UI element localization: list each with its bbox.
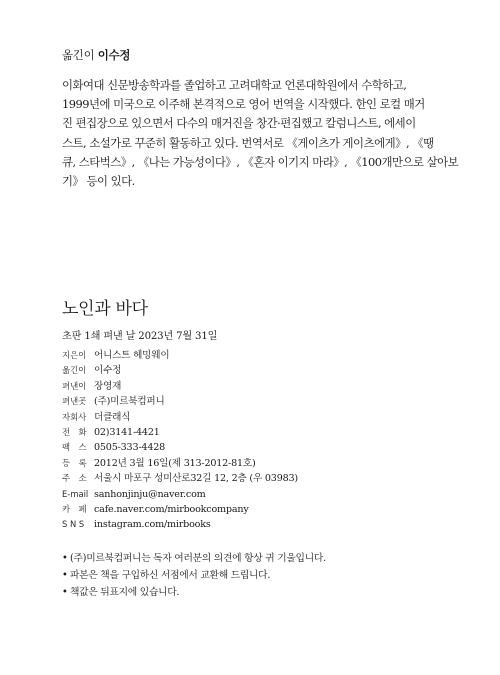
credit-label: 카 페 bbox=[62, 504, 87, 515]
book-title: 노인과 바다 bbox=[62, 299, 148, 319]
credit-label: 자회사 bbox=[62, 411, 87, 422]
notice-item bbox=[62, 585, 326, 602]
edition-info: 초판 1쇄 펴낸 날 2023년 7월 31일 bbox=[62, 331, 218, 342]
bullet-icon: • bbox=[62, 569, 68, 581]
bullet-icon: • bbox=[62, 553, 68, 564]
credit-value: 0505-333-4428 bbox=[94, 442, 166, 454]
translator-heading bbox=[62, 47, 130, 63]
credit-label: 펴낸곳 bbox=[62, 396, 87, 407]
credit-label: 전 화 bbox=[62, 427, 87, 438]
credit-row bbox=[62, 363, 298, 378]
credit-row bbox=[62, 517, 298, 532]
credit-row bbox=[62, 487, 298, 502]
credit-row bbox=[62, 456, 298, 471]
credit-label: S N S bbox=[62, 519, 85, 530]
credit-row bbox=[62, 410, 298, 425]
translator-bio bbox=[62, 76, 459, 191]
notice-list bbox=[62, 551, 326, 601]
notice-item bbox=[62, 551, 326, 568]
notice-text: 파본은 책을 구입하신 서점에서 교환해 드립니다. bbox=[70, 569, 271, 581]
credit-row bbox=[62, 471, 298, 486]
translator-label: 옮긴이 bbox=[62, 48, 95, 62]
bio-line: 이화여대 신문방송학과를 졸업하고 고려대학교 언론대학원에서 수학하고, bbox=[62, 78, 407, 92]
credit-value: 2012년 3월 16일(제 313-2012-81호) bbox=[94, 457, 256, 469]
credit-value: 장영재 bbox=[94, 380, 122, 392]
credit-value: 더클래식 bbox=[94, 411, 131, 423]
credit-row bbox=[62, 425, 298, 440]
notice-item bbox=[62, 568, 326, 585]
credit-label: 펴낸이 bbox=[62, 380, 87, 391]
credit-row bbox=[62, 348, 298, 363]
notice-text: 책값은 뒤표지에 있습니다. bbox=[70, 586, 180, 598]
bio-line: 스트, 소설가로 꾸준히 활동하고 있다. 번역서로 《게이츠가 게이츠에게》, 《땡 bbox=[62, 135, 434, 150]
bio-line: 1999년에 미국으로 이주해 본격적으로 영어 번역을 시작했다. 한인 로컬 매거 bbox=[62, 97, 425, 112]
credit-value: sanhonjinju@naver.com bbox=[94, 488, 206, 500]
credit-label: 지은이 bbox=[62, 350, 87, 360]
bio-line: 기》 등이 있다. bbox=[62, 174, 135, 189]
credit-value: (주)미르북컴퍼니 bbox=[94, 396, 165, 408]
credit-label: 등 록 bbox=[62, 457, 87, 468]
notice-text: (주)미르북컴퍼니는 독자 여러분의 의견에 항상 귀 기울입니다. bbox=[70, 553, 326, 564]
credits-list bbox=[62, 348, 298, 533]
credit-row bbox=[62, 394, 298, 409]
bio-line: 큐, 스타벅스》, 《나는 가능성이다》, 《혼자 이기지 마라》, 《100개만으로 살아보 bbox=[62, 154, 459, 169]
credit-label: 주 소 bbox=[62, 473, 87, 484]
credit-label: 옮긴이 bbox=[62, 365, 87, 376]
translator-name: 이수정 bbox=[97, 48, 131, 62]
credit-value: 이수정 bbox=[94, 365, 122, 377]
credit-row bbox=[62, 440, 298, 455]
credit-value: 서울시 마포구 성미산로32길 12, 2층 (우 03983) bbox=[94, 473, 298, 485]
credit-value: 어니스트 헤밍웨이 bbox=[94, 350, 170, 361]
bullet-icon: • bbox=[62, 586, 68, 598]
credit-value: cafe.naver.com/mirbookcompany bbox=[94, 504, 249, 516]
credit-label: E-mail bbox=[62, 488, 89, 499]
credit-row bbox=[62, 379, 298, 394]
credit-label: 팩 스 bbox=[62, 442, 87, 453]
bio-line: 진 편집장으로 있으면서 다수의 매거진을 창간·편집했고 칼럼니스트, 에세이 bbox=[62, 116, 416, 131]
credit-value: 02)3141-4421 bbox=[94, 427, 160, 439]
credit-row bbox=[62, 502, 298, 517]
credit-value: instagram.com/mirbooks bbox=[94, 519, 211, 531]
